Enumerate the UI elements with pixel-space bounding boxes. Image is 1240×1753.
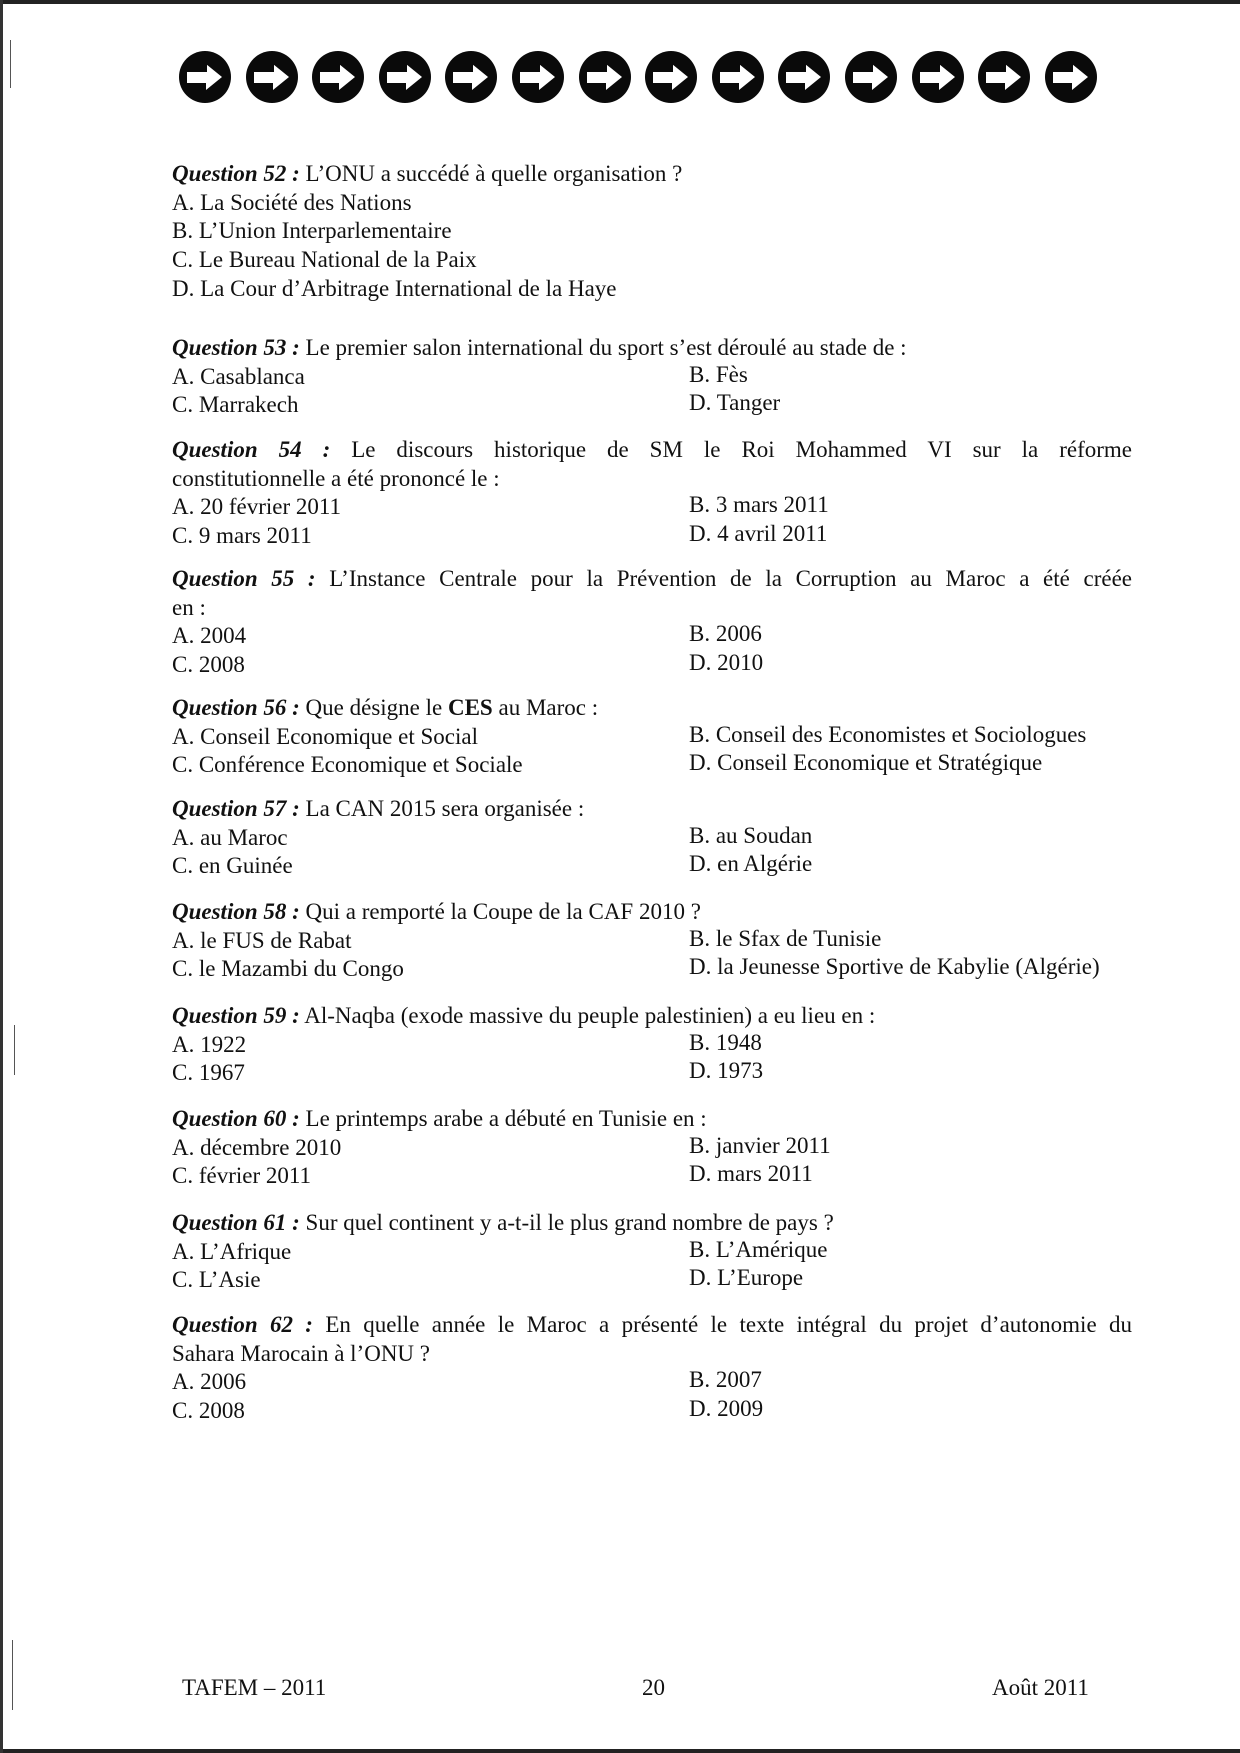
option-b: B. le Sfax de Tunisie	[689, 925, 882, 951]
footer-exam-name: TAFEM – 2011	[182, 1675, 327, 1700]
right-arrow-circle-icon	[245, 50, 299, 104]
right-arrow-circle-icon	[511, 50, 565, 104]
option-d: D. Tanger	[689, 390, 781, 416]
question-prompt	[172, 1002, 1132, 1031]
option-d: D. 1973	[689, 1058, 764, 1084]
option-c: C. le Mazambi du Congo	[172, 956, 404, 982]
option-a: A. 2004	[172, 623, 247, 649]
option-d: D. en Algérie	[689, 851, 813, 877]
question-prompt	[172, 334, 1132, 363]
right-arrow-circle-icon	[977, 50, 1031, 104]
question-text: Le premier salon international du sport s’est déroulé au stade de :	[299, 335, 907, 360]
right-arrow-circle-icon	[777, 50, 831, 104]
question-text: Qui a remporté la Coupe de la CAF 2010 ?	[299, 899, 701, 924]
question-text-bold: CES	[447, 695, 493, 720]
option-b: B. janvier 2011	[689, 1132, 831, 1158]
option-d: D. L’Europe	[689, 1265, 804, 1291]
question-text: En quelle année le Maroc a présenté le texte intégral du projet d’autonomie du	[312, 1312, 1132, 1337]
option-a: A. La Société des Nations	[172, 189, 412, 215]
question-text: Que désigne le	[299, 695, 448, 720]
arrow-banner	[178, 50, 1098, 116]
option-d: D. Conseil Economique et Stratégique	[689, 750, 1043, 776]
right-arrow-circle-icon	[644, 50, 698, 104]
option-c: C. février 2011	[172, 1163, 312, 1189]
option-b: B. 3 mars 2011	[689, 492, 829, 518]
question-label: Question 54 :	[172, 437, 331, 462]
right-arrow-circle-icon	[178, 50, 232, 104]
question-label: Question 52 :	[172, 161, 300, 186]
question-prompt	[172, 694, 1132, 723]
question-53	[172, 334, 1132, 420]
option-c: C. Marrakech	[172, 392, 299, 418]
option-c: C. en Guinée	[172, 853, 293, 879]
question-label: Question 60 :	[172, 1106, 300, 1131]
option-c: C. 1967	[172, 1060, 245, 1086]
question-58	[172, 898, 1132, 984]
option-a: A. 1922	[172, 1031, 247, 1057]
option-b: B. L’Union Interparlementaire	[172, 218, 452, 244]
option-a: A. L’Afrique	[172, 1238, 292, 1264]
question-text: au Maroc :	[492, 695, 599, 720]
option-a: A. 20 février 2011	[172, 494, 342, 520]
question-56	[172, 694, 1132, 780]
option-d: D. 2009	[689, 1396, 764, 1422]
footer-date: Août 2011	[992, 1675, 1089, 1700]
question-55	[172, 565, 1132, 680]
option-b: B. 1948	[689, 1029, 762, 1055]
right-arrow-circle-icon	[711, 50, 765, 104]
page-border-bottom	[0, 1749, 1240, 1753]
option-c: C. 2008	[172, 652, 245, 678]
question-label: Question 59 :	[172, 1003, 300, 1028]
question-text: Sur quel continent y a-t-il le plus grand nombre de pays ?	[299, 1210, 834, 1235]
question-label: Question 61 :	[172, 1210, 300, 1235]
option-b: B. 2007	[689, 1367, 762, 1393]
option-d: D. La Cour d’Arbitrage International de la Haye	[172, 275, 617, 301]
question-prompt	[172, 160, 1132, 189]
right-arrow-circle-icon	[444, 50, 498, 104]
question-52	[172, 160, 1132, 304]
right-arrow-circle-icon	[844, 50, 898, 104]
page-border-left	[0, 0, 3, 1753]
right-arrow-circle-icon	[378, 50, 432, 104]
option-b: B. Fès	[689, 361, 748, 387]
option-b: B. L’Amérique	[689, 1236, 828, 1262]
option-a: A. Conseil Economique et Social	[172, 723, 478, 749]
option-a: A. le FUS de Rabat	[172, 927, 352, 953]
question-prompt-line-1	[172, 436, 1132, 465]
question-62	[172, 1311, 1132, 1426]
question-prompt-line-1	[172, 565, 1132, 594]
option-a: A. 2006	[172, 1369, 247, 1395]
question-label: Question 55 :	[172, 566, 316, 591]
question-prompt-line-2: Sahara Marocain à l’ONU ?	[172, 1340, 430, 1366]
question-59	[172, 1002, 1132, 1088]
question-prompt	[172, 1105, 1132, 1134]
question-text: Al-Naqba (exode massive du peuple palestinien) a eu lieu en :	[299, 1003, 876, 1028]
right-arrow-circle-icon	[911, 50, 965, 104]
right-arrow-circle-icon	[578, 50, 632, 104]
question-text: Le printemps arabe a débuté en Tunisie en :	[299, 1106, 707, 1131]
question-prompt-line-1	[172, 1311, 1132, 1340]
option-d: D. 2010	[689, 650, 764, 676]
option-d: D. la Jeunesse Sportive de Kabylie (Algérie)	[689, 954, 1100, 980]
option-c: C. L’Asie	[172, 1267, 261, 1293]
option-b: B. au Soudan	[689, 822, 813, 848]
option-b: B. 2006	[689, 621, 762, 647]
option-c: C. 9 mars 2011	[172, 523, 312, 549]
question-57	[172, 795, 1132, 881]
scan-mark	[10, 40, 11, 88]
option-a: A. au Maroc	[172, 824, 288, 850]
page-border-top	[0, 0, 1240, 4]
question-label: Question 56 :	[172, 695, 300, 720]
option-b: B. Conseil des Economistes et Sociologues	[689, 721, 1087, 747]
option-a: A. décembre 2010	[172, 1134, 342, 1160]
question-label: Question 62 :	[172, 1312, 313, 1337]
question-60	[172, 1105, 1132, 1191]
scan-mark	[14, 1025, 15, 1075]
option-d: D. mars 2011	[689, 1161, 813, 1187]
question-prompt-line-2: constitutionnelle a été prononcé le :	[172, 465, 500, 491]
question-text: L’Instance Centrale pour la Prévention de la Corruption au Maroc a été créée	[315, 566, 1133, 591]
question-text: L’ONU a succédé à quelle organisation ?	[299, 161, 683, 186]
question-prompt-line-2: en :	[172, 594, 206, 620]
question-61	[172, 1209, 1132, 1295]
right-arrow-circle-icon	[311, 50, 365, 104]
question-prompt	[172, 898, 1132, 927]
question-54	[172, 436, 1132, 551]
option-c: C. 2008	[172, 1398, 245, 1424]
scan-mark	[12, 1640, 13, 1710]
footer-page-number: 20	[642, 1675, 665, 1700]
question-label: Question 53 :	[172, 335, 300, 360]
right-arrow-circle-icon	[1044, 50, 1098, 104]
question-label: Question 57 :	[172, 796, 300, 821]
question-prompt	[172, 795, 1132, 824]
option-c: C. Conférence Economique et Sociale	[172, 752, 523, 778]
option-c: C. Le Bureau National de la Paix	[172, 247, 477, 273]
question-prompt	[172, 1209, 1132, 1238]
question-label: Question 58 :	[172, 899, 300, 924]
question-text: Le discours historique de SM le Roi Mohammed VI sur la réforme	[330, 437, 1132, 462]
option-a: A. Casablanca	[172, 363, 305, 389]
option-d: D. 4 avril 2011	[689, 521, 828, 547]
question-text: La CAN 2015 sera organisée :	[299, 796, 585, 821]
